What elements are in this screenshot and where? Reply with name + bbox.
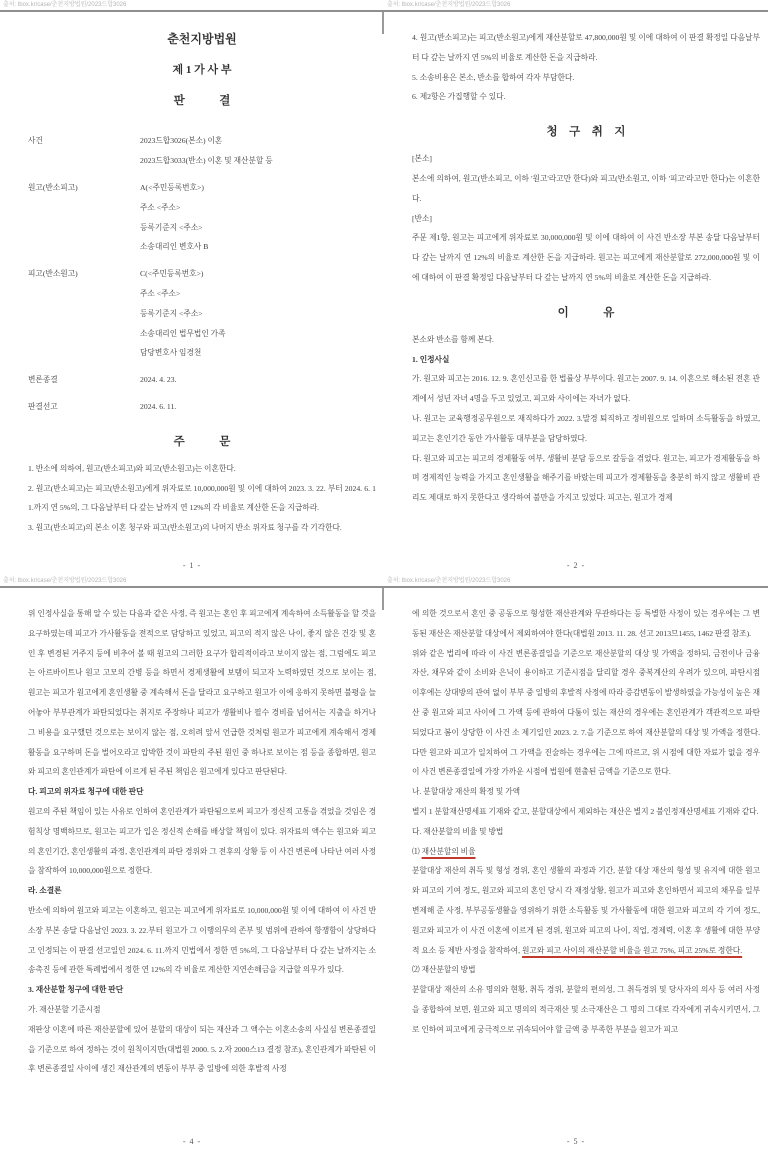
field-row — [28, 178, 376, 257]
field-values — [140, 370, 376, 390]
field-label: 사건 — [28, 136, 43, 146]
field-value: C(<주민등록번호>) — [140, 269, 204, 279]
page-1 — [0, 0, 384, 576]
field-row — [28, 131, 376, 171]
paragraph: 원고의 주된 책임이 있는 사유로 인하여 혼인관계가 파탄됨으로써 피고가 정신적 고통을 겪었을 것임은 경험칙상 명백하므로, 원고는 피고가 입은 정신적 손해를 배상할 책임이 있다. 위자료의 액수는 원고와 피고의 혼인기간, 혼인생활의 과정, 혼인관계의 파탄 경위와 그 전후의 상황 등 이 사건 변론에 나타난 여러 사정을 참작하여 10,000,000원으로 정한다. — [28, 806, 376, 876]
section-heading: 이 유 — [557, 306, 615, 319]
paragraph: 1. 반소에 의하여, 원고(반소피고)와 피고(반소원고)는 이혼한다. — [28, 463, 236, 473]
subsection-heading: 3. 재산분할 청구에 대한 판단 — [28, 985, 124, 995]
paragraph: [반소] — [412, 213, 432, 223]
subsection-heading: 1. 인정사실 — [412, 354, 450, 364]
paragraph: 4. 원고(반소피고)는 피고(반소원고)에게 재산분할로 47,800,000원 및 이에 대하여 이 판결 확정일 다음날부터 다 갚는 날까지 연 5%의 비율로 계산한 돈을 지급하라. — [412, 33, 760, 62]
field-values — [140, 264, 376, 363]
page-number: - 1 - — [182, 561, 202, 570]
red-underlined-text: 원고와 피고 사이의 재산분할 비율을 원고 75%, 피고 25%로 정한다. — [522, 945, 743, 955]
judgment-title: 판 결 — [173, 94, 231, 107]
page-5 — [384, 576, 768, 1152]
paragraph: 가. 재산분할 기준시점 — [28, 1004, 101, 1014]
source-watermark: 출처: lbox.kr/case/춘천지방법원/2023드합3026 — [387, 2, 511, 8]
paragraph: 6. 제2항은 가집행할 수 있다. — [412, 92, 506, 102]
paragraph: 에 의한 것으로서 혼인 중 공동으로 형성한 재산관계와 무관하다는 등 특별한 사정이 있는 경우에는 그 변동된 재산은 재산분할 대상에서 제외하여야 한다(대법원 2013. 11. 28. 선고 2013므1455, 1462 판결 참조). — [412, 609, 760, 638]
page-top-rule — [384, 10, 768, 12]
paragraph: 위 인정사실을 통해 알 수 있는 다음과 같은 사정, 즉 원고는 혼인 후 피고에게 계속하여 소득활동을 할 것을 요구하였는데 피고가 가사활동을 전적으로 담당하고 있었고, 피고의 적지 않은 나이, 좋지 않은 건강 및 혼인 후 변경된 거주지 등에 비추어 볼 때 원고의 그러한 요구가 합리적이라고 보이지 않는 점, 그럼에도 피고는 아르바이트나 원고 고모의 간병 등을 하면서 경제생활에 보탬이 되고자 노력하였던 것으로 보이는 점, 원고는 피고가 원고에게 혼인생활 중 계속해서 돈을 달라고 요구하고 원고가 이에 응하지 못하면 불평을 늘어놓아 부부관계가 파탄되었다는 취지로 주장하나 피고가 생활비나 필수 경비를 넘어서는 지출을 하거나 그 비용을 요구했던 것으로는 보이지 않는 점, 오히려 앞서 언급한 것처럼 원고가 피고에게 계속해서 경제활동을 요구하며 돈을 벌어오라고 압박한 것이 파탄의 주된 원인 중 하나로 보이는 점 등을 종합하면, 원고와 피고의 혼인관계가 파탄에 이르게 된 주된 책임은 원고에게 있다고 판단된다. — [28, 609, 376, 777]
field-values — [140, 131, 376, 171]
paragraph: 주문 제1항, 원고는 피고에게 위자료로 30,000,000원 및 이에 대하여 이 사건 반소장 부본 송달 다음날부터 다 갚는 날까지 연 12%의 비율로 계산한 돈을 지급하라. 원고는 피고에게 재산분할로 272,000,000원 및 이에 대하여 이 판결 확정일 다음날부터 다 갚는 날까지 연 5%의 비율로 계산한 돈을 지급하라. — [412, 233, 760, 282]
page-top-rule — [0, 586, 384, 588]
page-content — [412, 28, 760, 508]
field-value: 2023드합3026(본소) 이혼 — [140, 136, 223, 146]
paragraph — [412, 861, 760, 960]
court-name: 춘천지방법원 — [167, 32, 237, 46]
paragraph: 나. 원고는 교육행정공무원으로 재직하다가 2022. 3.말경 퇴직하고 정비원으로 일하며 소득활동을 하였고, 피고는 혼인기간 동안 가사활동 대부분을 담당하였다. — [412, 413, 760, 443]
paragraph: 다. 원고와 피고는 피고의 경제활동 여부, 생활비 분담 등으로 갈등을 겪었다. 원고는, 피고가 경제활동을 하며 경제적인 능력을 가지고 혼인생활을 해주기를 바랐는데 피고가 경제활동을 충분히 하지 않고 생활비 관리도 제대로 하지 못한다고 생각하여 불만을 가지고 있었다. 피고는, 원고가 경제 — [412, 453, 760, 503]
section-heading: 주 문 — [173, 435, 231, 448]
field-value: 등록기준지 <주소> — [140, 222, 203, 232]
source-watermark: 출처: lbox.kr/case/춘천지방법원/2023드합3026 — [3, 2, 127, 8]
page-content — [412, 604, 760, 1040]
paragraph: 위와 같은 법리에 따라 이 사건 변론종결일을 기준으로 재산분할의 대상 및 가액을 정하되, 금전이나 금융자산, 채무와 같이 소비와 은닉이 용이하고 기준시점을 달리할 경우 중복계산의 우려가 있으며, 파탄시점 이후에는 상대방의 관여 없이 부부 중 일방의 후발적 사정에 따라 증감변동이 발생하였을 가능성이 높은 재산 중 원고와 피고 사이에 그 가액 등에 관하여 다툼이 있는 재산의 경우에는 혼인관계가 객관적으로 파탄되었다고 봄이 상당한 이 사건 소 제기일인 2023. 2. 7.을 기준으로 하여 재산분할의 대상 및 가액을 정한다. 다만 원고와 피고가 일치하여 그 가액을 진술하는 경우에는 그에 따르고, 위 시점에 대한 자료가 없을 경우 이 사건 변론종결일에 가장 가까운 시점에 법원에 현출된 금액을 기준으로 한다. — [412, 648, 760, 777]
paragraph: 분할대상 재산의 소유 명의와 현황, 취득 경위, 분할의 편의성, 그 취득경위 및 당사자의 의사 등 여러 사정을 종합하여 보면, 원고와 피고 명의의 적극재산 및 소극재산은 그 명의 그대로 각자에게 귀속시키면서, 그로 인하여 피고에게 궁극적으로 귀속되어야 할 금액 중 부족한 부분을 원고가 피고 — [412, 985, 760, 1034]
paragraph: [본소] — [412, 154, 432, 164]
page-content — [28, 28, 376, 538]
subsection-heading: 다. 피고의 위자료 청구에 대한 판단 — [28, 787, 144, 797]
field-row — [28, 397, 376, 417]
paragraph: 반소에 의하여 원고와 피고는 이혼하고, 원고는 피고에게 위자료로 10,000,000원 및 이에 대하여 이 사건 반소장 부본 송달 다음날인 2023. 3. 22.부터 원고가 그 이행의무의 존부 및 범위에 관하여 항쟁함이 상당하다고 인정되는 이 판결 선고일인 2024. 6. 11.까지 민법에서 정한 연 5%의, 그 다음날부터 다 갚는 날까지는 소송촉진 등에 관한 특례법에서 정한 연 12%의 각 비율로 계산한 지연손해금을 지급할 의무가 있다. — [28, 905, 376, 975]
page-number: - 4 - — [182, 1137, 202, 1146]
field-label: 판결선고 — [28, 401, 58, 411]
page-number: - 2 - — [566, 561, 586, 570]
field-label: 변론종결 — [28, 375, 58, 385]
field-value: 주소 <주소> — [140, 288, 181, 298]
field-value: 등록기준지 <주소> — [140, 308, 203, 318]
page-2 — [384, 0, 768, 576]
page-number: - 5 - — [566, 1137, 586, 1146]
paragraph: 재판상 이혼에 따른 재산분할에 있어 분할의 대상이 되는 재산과 그 액수는 이혼소송의 사실심 변론종결일을 기준으로 하여 정하는 것이 원칙이지만(대법원 2000. 5. 2.자 2000스13 결정 참조), 혼인관계가 파탄된 이후 변론종결일 사이에 생긴 재산관계의 변동이 부부 중 일방에 의한 후발적 사정 — [28, 1024, 376, 1074]
field-value: 담당변호사 임경천 — [140, 348, 202, 358]
paragraph: 본소와 반소를 함께 본다. — [412, 334, 494, 344]
field-values — [140, 397, 376, 417]
paragraph: 다. 재산분할의 비율 및 방법 — [412, 826, 504, 836]
section-heading: 청 구 취 지 — [546, 126, 626, 139]
field-value: 2024. 6. 11. — [140, 401, 177, 411]
field-row — [28, 370, 376, 390]
page-top-rule — [384, 586, 768, 588]
paragraph: 가. 원고와 피고는 2016. 12. 9. 혼인신고를 한 법률상 부부이다. 원고는 2007. 9. 14. 이혼으로 해소된 전혼 관계에서 성년 자녀 4명을 두고 있었고, 피고와 사이에는 자녀가 없다. — [412, 374, 760, 404]
source-watermark: 출처: lbox.kr/case/춘천지방법원/2023드합3026 — [387, 578, 511, 584]
paragraph: 3. 원고(반소피고)의 본소 이혼 청구와 피고(반소원고)의 나머지 반소 위자료 청구를 각 기각한다. — [28, 523, 342, 533]
field-value: A(<주민등록번호>) — [140, 182, 204, 192]
field-values — [140, 178, 376, 257]
page-content — [28, 604, 376, 1079]
paragraph — [412, 842, 760, 862]
field-label: 원고(반소피고) — [28, 182, 78, 192]
red-underlined-text: 재산분할의 비율 — [421, 846, 476, 856]
page-4 — [0, 576, 384, 1152]
paragraph: ⑵ 재산분할의 방법 — [412, 965, 476, 975]
text-segment: 분할대상 재산의 취득 및 형성 경위, 혼인 생활의 과정과 기간, 분할 대상 재산의 형성 및 유지에 대한 원고와 피고의 기여 정도, 원고와 피고의 혼인 당시 각 재정상황, 원고가 피고와 혼인하면서 피고의 채무를 일부 변제해 준 사정, 부부공동생활을 영위하기 위한 소득활동 및 가사활동에 대한 원고와 피고의 각 기여 정도, 원고와 피고가 이 사건 이혼에 이르게 된 경위, 원고와 피고의 나이, 직업, 경제력, 이혼 후 생활에 대한 부양적 요소 등 제반 사정을 참작하여, — [412, 866, 760, 955]
source-watermark: 출처: lbox.kr/case/춘천지방법원/2023드합3026 — [3, 578, 127, 584]
field-label: 피고(반소원고) — [28, 269, 78, 279]
field-value: 2023드합3033(반소) 이혼 및 재산분할 등 — [140, 156, 273, 166]
paragraph: 본소에 의하여, 원고(반소피고, 이하 '원고'라고만 한다)와 피고(반소원고, 이하 '피고'라고만 한다)는 이혼한다. — [412, 173, 760, 203]
paragraph: 나. 분할대상 재산의 확정 및 가액 — [412, 787, 521, 797]
page-top-rule — [0, 10, 384, 12]
paragraph: 별지 1 분할재산명세표 기재와 같고, 분할대상에서 제외하는 재산은 별지 2 불인정재산명세표 기재와 같다. — [412, 806, 759, 816]
division-name: 제 1 가 사 부 — [172, 63, 232, 76]
field-row — [28, 264, 376, 363]
paragraph: 5. 소송비용은 본소, 반소를 합하여 각자 부담한다. — [412, 72, 575, 82]
field-value: 소송대리인 법무법인 가족 — [140, 328, 226, 338]
field-value: 소송대리인 변호사 B — [140, 242, 209, 252]
paragraph: 2. 원고(반소피고)는 피고(반소원고)에게 위자료로 10,000,000원 및 이에 대하여 2023. 3. 22. 부터 2024. 6. 11.까지 연 5%의, 그 다음날부터 다 갚는 날까지 연 12%의 각 비율로 계산한 돈을 지급하라. — [28, 483, 376, 513]
field-value: 주소 <주소> — [140, 202, 181, 212]
subsection-heading: 라. 소결론 — [28, 886, 62, 896]
text-segment: ⑴ — [412, 846, 422, 856]
field-value: 2024. 4. 23. — [140, 375, 177, 385]
